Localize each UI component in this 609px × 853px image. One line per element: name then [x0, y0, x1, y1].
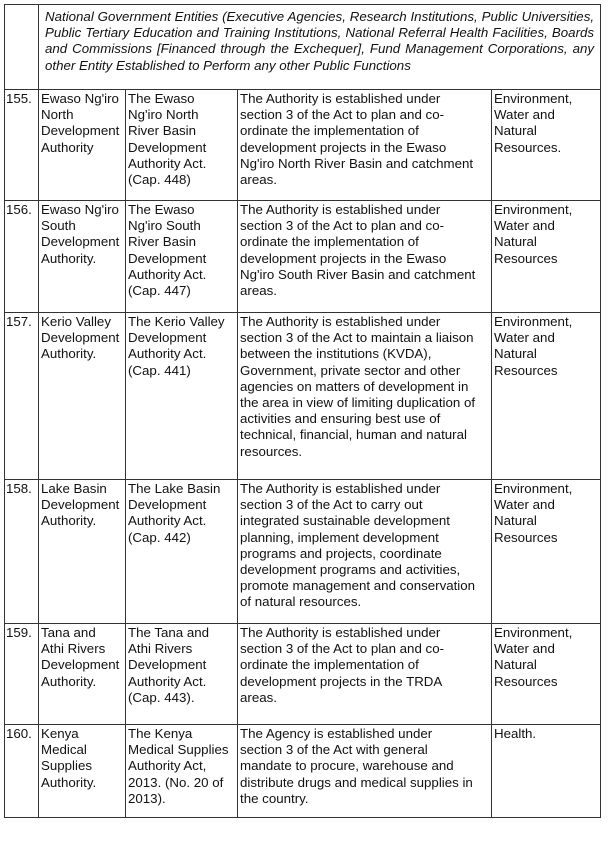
row-number: 159. [5, 624, 39, 725]
table-header-text: National Government Entities (Executive Agencies, Research Institutions, Public Universities, Public Tertiary Education and Training Institutions, National Referral Health Facilities, Boards and Commissions [Financed through the Exchequer], Fund Management Corporations, any other Entity Established to Perform any other Public Functions [39, 5, 601, 90]
entity-sector: Environment, Water and Natural Resources [492, 480, 601, 624]
entity-sector: Environment, Water and Natural Resources [492, 201, 601, 313]
entity-name: Lake Basin Development Authority. [39, 480, 126, 624]
entity-name: Tana and Athi Rivers Development Authority. [39, 624, 126, 725]
establishing-act: The Ewaso Ng'iro South River Basin Development Authority Act. (Cap. 447) [126, 201, 238, 313]
entity-sector: Environment, Water and Natural Resources [492, 624, 601, 725]
row-number: 155. [5, 90, 39, 201]
table-row [5, 624, 601, 725]
row-number: 160. [5, 725, 39, 818]
entity-mandate: The Authority is established under section 3 of the Act to plan and co- ordinate the implementation of development projects in the Ewaso Ng'iro South River Basin and catchment areas. [238, 201, 492, 313]
entity-sector: Environment, Water and Natural Resources [492, 313, 601, 480]
table-row [5, 201, 601, 313]
table-row [5, 313, 601, 480]
table-row [5, 480, 601, 624]
entity-mandate: The Authority is established under section 3 of the Act to plan and co- ordinate the implementation of development projects in the TRDA areas. [238, 624, 492, 725]
entity-mandate: The Authority is established under section 3 of the Act to maintain a liaison between the institutions (KVDA), Government, private sector and other agencies on matters of development in the area in view of limiting duplication of activities and ensuring best use of technical, financial, human and natural resources. [238, 313, 492, 480]
table-row [5, 90, 601, 201]
entity-mandate: The Authority is established under section 3 of the Act to plan and co- ordinate the implementation of development projects in the Ewaso Ng'iro North River Basin and catchment areas. [238, 90, 492, 201]
entity-name: Kerio Valley Development Authority. [39, 313, 126, 480]
table-header-row [5, 5, 601, 90]
establishing-act: The Tana and Athi Rivers Development Authority Act. (Cap. 443). [126, 624, 238, 725]
entity-sector: Health. [492, 725, 601, 818]
entity-sector: Environment, Water and Natural Resources. [492, 90, 601, 201]
entity-mandate: The Agency is established under section 3 of the Act with general mandate to procure, warehouse and distribute drugs and medical supplies in the country. [238, 725, 492, 818]
row-number: 158. [5, 480, 39, 624]
header-blank-cell [5, 5, 39, 90]
establishing-act: The Ewaso Ng'iro North River Basin Development Authority Act. (Cap. 448) [126, 90, 238, 201]
entity-name: Ewaso Ng'iro South Development Authority. [39, 201, 126, 313]
entities-table [4, 4, 601, 818]
entity-name: Kenya Medical Supplies Authority. [39, 725, 126, 818]
establishing-act: The Lake Basin Development Authority Act. (Cap. 442) [126, 480, 238, 624]
entity-mandate: The Authority is established under section 3 of the Act to carry out integrated sustainable development planning, implement development programs and projects, coordinate development programs and activities, promote management and conservation of natural resources. [238, 480, 492, 624]
table-row [5, 725, 601, 818]
establishing-act: The Kerio Valley Development Authority Act. (Cap. 441) [126, 313, 238, 480]
entity-name: Ewaso Ng'iro North Development Authority [39, 90, 126, 201]
establishing-act: The Kenya Medical Supplies Authority Act, 2013. (No. 20 of 2013). [126, 725, 238, 818]
row-number: 156. [5, 201, 39, 313]
row-number: 157. [5, 313, 39, 480]
